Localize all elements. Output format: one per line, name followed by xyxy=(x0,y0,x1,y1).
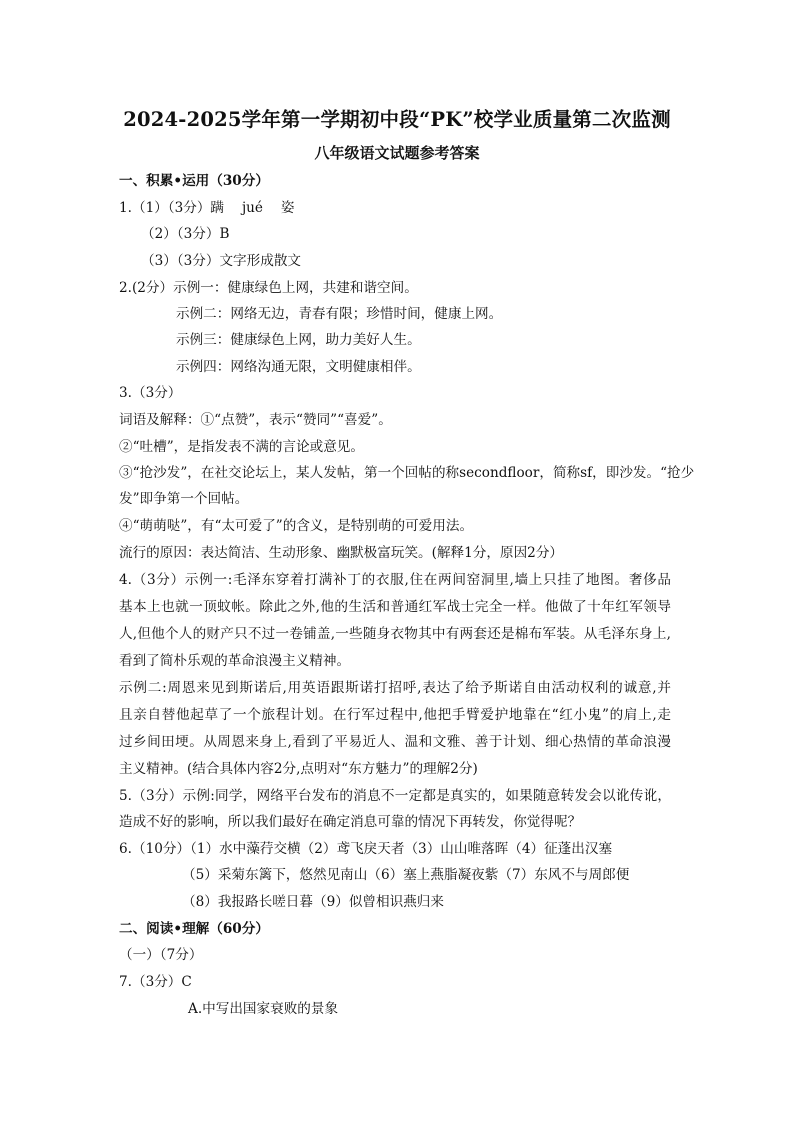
answer-line: 2.(2分）示例一：健康绿色上网，共建和谐空间。 xyxy=(119,280,418,296)
answer-line: 示例二：网络无边，青春有限；珍惜时间，健康上网。 xyxy=(176,306,503,322)
answer-line: ②“吐槽”，是指发表不满的言论或意见。 xyxy=(119,439,364,455)
answer-line: 示例二:周恩来见到斯诺后,用英语跟斯诺打招呼,表达了给予斯诺自由活动权利的诚意,并 xyxy=(119,680,671,696)
section-heading: 二、阅读•理解（60分） xyxy=(119,921,269,937)
answer-line: 4.（3分）示例一:毛泽东穿着打满补丁的衣服,住在两间窑洞里,墙上只挂了地图。奢侈品 xyxy=(119,572,671,588)
answer-line: 6.（10分）（1）水中藻荇交横（2）鸢飞戾天者（3）山山唯落晖（4）征蓬出汉塞 xyxy=(119,841,613,857)
answer-line: ④“萌萌哒”，有“太可爱了”的含义，是特别萌的可爱用法。 xyxy=(119,518,474,534)
answer-line: 示例三：健康绿色上网，助力美好人生。 xyxy=(176,332,421,348)
answer-line: 造成不好的影响，所以我们最好在确定消息可靠的情况下再转发，你觉得呢？ xyxy=(119,814,582,830)
answer-line: （8）我报路长嗟日暮（9）似曾相识燕归来 xyxy=(182,894,444,910)
answer-line: 1.（1）（3分）蹒 jué 姿 xyxy=(119,200,295,216)
section-heading: 一、积累•运用（30分） xyxy=(119,173,269,189)
answer-line: ③“抢沙发”，在社交论坛上，某人发帖，第一个回帖的称secondfloor，简称sf，即沙发。“抢少 xyxy=(119,465,695,481)
page-title: 2024-2025学年第一学期初中段“PK”校学业质量第二次监测 xyxy=(123,108,671,131)
answer-line: 词语及解释：①“点赞”，表示“赞同”“喜爱”。 xyxy=(119,412,392,428)
answer-line: 且亲自替他起草了一个旅程计划。在行军过程中,他把手臂爱护地靠在“红小鬼”的肩上,走 xyxy=(119,707,671,723)
page-subtitle: 八年级语文试题参考答案 xyxy=(314,144,480,162)
answer-line: 主义精神。(结合具体内容2分,点明对“东方魅力”的理解2分) xyxy=(119,761,478,777)
answer-line: 过乡间田埂。从周恩来身上,看到了平易近人、温和文雅、善于计划、细心热情的革命浪漫 xyxy=(119,734,671,750)
answer-line: 基本上也就一顶蚊帐。除此之外,他的生活和普通红军战士完全一样。他做了十年红军领导 xyxy=(119,599,671,615)
answer-line: 流行的原因：表达简洁、生动形象、幽默极富玩笑。(解释1分，原因2分） xyxy=(119,545,564,561)
answer-line: 3.（3分） xyxy=(119,385,182,401)
answer-line: 示例四：网络沟通无限，文明健康相伴。 xyxy=(176,359,421,375)
answer-line: 7.（3分）C xyxy=(119,974,192,990)
answer-line: 5.（3分）示例:同学，网络平台发布的消息不一定都是真实的，如果随意转发会以讹传讹， xyxy=(119,788,671,804)
answer-line: A.中写出国家衰败的景象 xyxy=(188,1001,339,1017)
answer-line: （2）（3分）B xyxy=(141,226,230,242)
answer-line: （3）（3分）文字形成散文 xyxy=(141,253,302,269)
answer-line: 看到了简朴乐观的革命浪漫主义精神。 xyxy=(119,653,351,669)
answer-line: 人,但他个人的财产只不过一卷铺盖,一些随身衣物其中有两套还是棉布军装。从毛泽东身上, xyxy=(119,626,671,642)
answer-line: 发”即争第一个回帖。 xyxy=(119,491,249,507)
answer-line: （一）（7分） xyxy=(119,947,203,963)
answer-line: （5）采菊东篱下，悠然见南山（6）塞上燕脂凝夜紫（7）东风不与周郎便 xyxy=(182,867,630,883)
